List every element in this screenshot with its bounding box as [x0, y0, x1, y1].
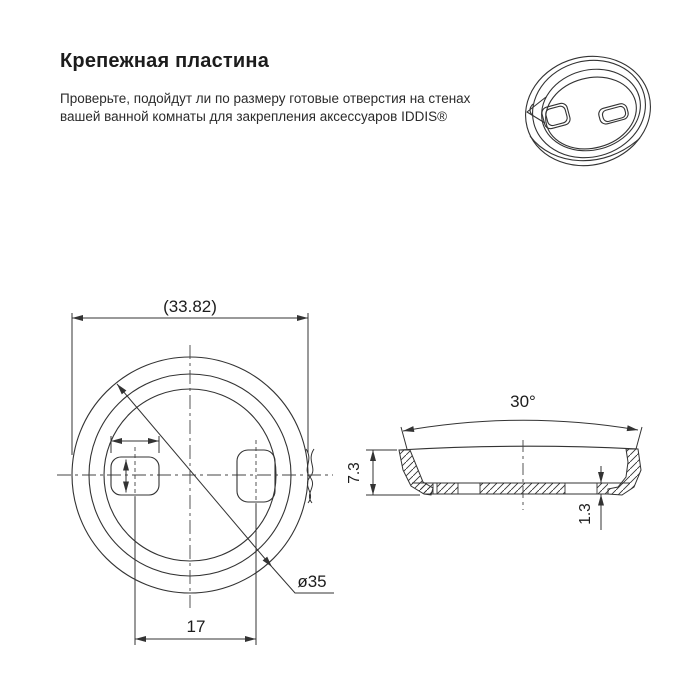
top-edge [399, 446, 638, 450]
dimension-angle [401, 420, 642, 449]
height-label: 7.3 [346, 462, 363, 484]
page-title: Крепежная пластина [60, 50, 270, 72]
description-line-1: Проверьте, подойдут ли по размеру готовые отверстия на стенах [60, 91, 471, 106]
bottom-section-hatch [420, 484, 608, 495]
angle-label: 30° [510, 392, 536, 411]
product-3d-illustration-icon [513, 43, 663, 180]
hole-spacing-label: 17 [186, 617, 206, 636]
bottom-thickness-label: 1.3 [577, 503, 594, 525]
description-line-2: вашей ванной комнаты для закрепления аксессуаров IDDIS® [60, 109, 448, 124]
dimension-diameter [117, 384, 334, 593]
overall-width-label: (33.82) [163, 297, 217, 316]
right-wall-section [608, 449, 641, 495]
illustration-right-slot [597, 102, 629, 125]
side-view [366, 420, 642, 530]
front-view [57, 313, 334, 645]
diameter-label: ø35 [297, 572, 327, 591]
illustration-bottom-thickness [530, 136, 640, 161]
